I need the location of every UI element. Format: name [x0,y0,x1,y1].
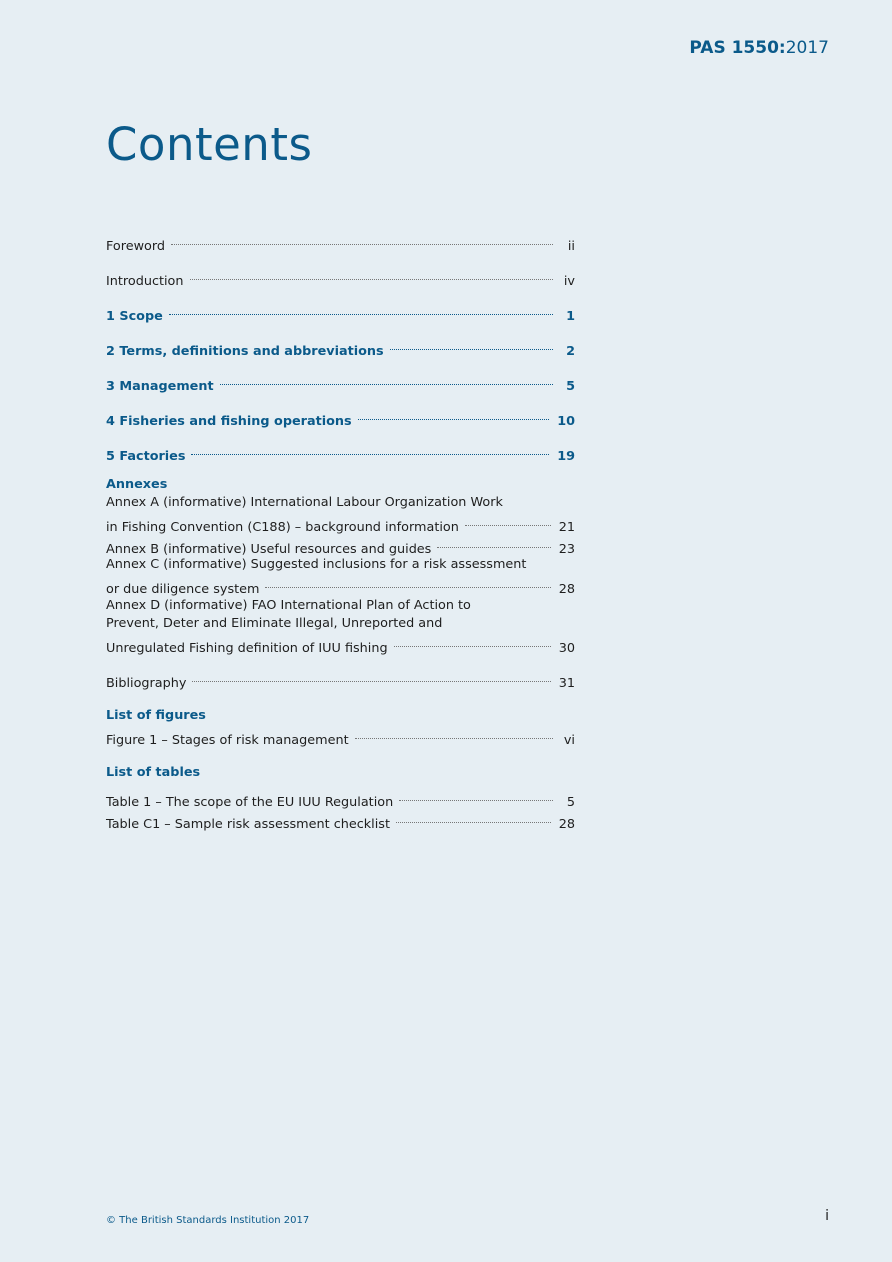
page-number: i [825,1208,829,1224]
toc-entry-page: 31 [558,676,575,691]
copyright-footer: © The British Standards Institution 2017 [106,1215,310,1226]
toc-entry-page: 19 [557,449,575,464]
standard-id: PAS 1550: [689,38,786,58]
figures-heading: List of figures [106,708,206,723]
toc-entry-page: 2 [566,344,575,359]
leader-dots [191,436,549,455]
toc-entry-scope[interactable] [106,301,575,326]
toc-entry-annex-c[interactable] [106,556,575,599]
toc-entry-label-line: Prevent, Deter and Eliminate Illegal, Unreported and [106,616,443,631]
toc-entry-factories[interactable] [106,441,575,466]
toc-entry-terms[interactable] [106,336,575,361]
toc-entry-page: 28 [558,582,575,597]
toc-entry-label: 1 Scope [106,309,163,324]
toc-entry-label: Foreword [106,239,166,254]
toc-entry-table-c1[interactable] [106,809,575,834]
toc-entry-label: Annex B (informative) Useful resources and guides [106,542,432,557]
leader-dots [220,366,553,385]
toc-entry-page: 23 [558,542,575,557]
toc-entry-label: or due diligence system [106,582,260,597]
toc-entry-label: Table 1 – The scope of the EU IUU Regulation [106,795,394,810]
leader-dots [396,804,551,823]
toc-entry-introduction[interactable] [106,266,575,291]
toc-entry-figure-1[interactable] [106,725,575,750]
toc-entry-page: ii [567,239,575,254]
annexes-heading: Annexes [106,477,168,492]
toc-entry-page: vi [563,733,575,748]
toc-entry-label: 4 Fisheries and fishing operations [106,414,352,429]
leader-dots [358,401,550,420]
leader-dots [394,628,551,647]
toc-entry-label: Bibliography [106,676,187,691]
leader-dots [437,529,550,548]
leader-dots [399,782,553,801]
leader-dots [169,296,553,315]
toc-entry-page: 5 [566,795,575,810]
toc-entry-page: 21 [558,520,575,535]
toc-entry-foreword[interactable] [106,231,575,256]
toc-entry-page: 5 [566,379,575,394]
toc-entry-fisheries[interactable] [106,406,575,431]
toc-entry-management[interactable] [106,371,575,396]
toc-entry-label: Unregulated Fishing definition of IUU fishing [106,641,388,656]
toc-entry-label: Introduction [106,274,184,289]
toc-entry-page: 28 [558,817,575,832]
leader-dots [190,261,554,280]
toc-entry-label: 3 Management [106,379,214,394]
toc-entry-page: 1 [566,309,575,324]
toc-entry-label: Table C1 – Sample risk assessment checklist [106,817,390,832]
toc-entry-label-line: Annex C (informative) Suggested inclusions for a risk assessment [106,557,527,572]
leader-dots [171,226,553,245]
tables-heading: List of tables [106,765,201,780]
toc-entry-label-line: Annex D (informative) FAO International Plan of Action to [106,598,471,613]
toc-entry-bibliography[interactable] [106,668,575,693]
leader-dots [355,720,553,739]
toc-entry-annex-d[interactable] [106,597,575,658]
toc-entry-label: 2 Terms, definitions and abbreviations [106,344,384,359]
leader-dots [265,569,550,588]
standard-year: 2017 [785,38,829,58]
document-header [689,38,829,58]
leader-dots [465,507,551,526]
toc-entry-page: 10 [557,414,575,429]
toc-entry-label: in Fishing Convention (C188) – background information [106,520,459,535]
toc-entry-label-line: Annex A (informative) International Labour Organization Work [106,495,503,510]
toc-entry-label: Figure 1 – Stages of risk management [106,733,349,748]
leader-dots [192,663,550,682]
leader-dots [390,331,553,350]
toc-entry-page: 30 [558,641,575,656]
page-title: Contents [106,118,313,171]
toc-entry-label: 5 Factories [106,449,186,464]
toc-entry-page: iv [563,274,575,289]
